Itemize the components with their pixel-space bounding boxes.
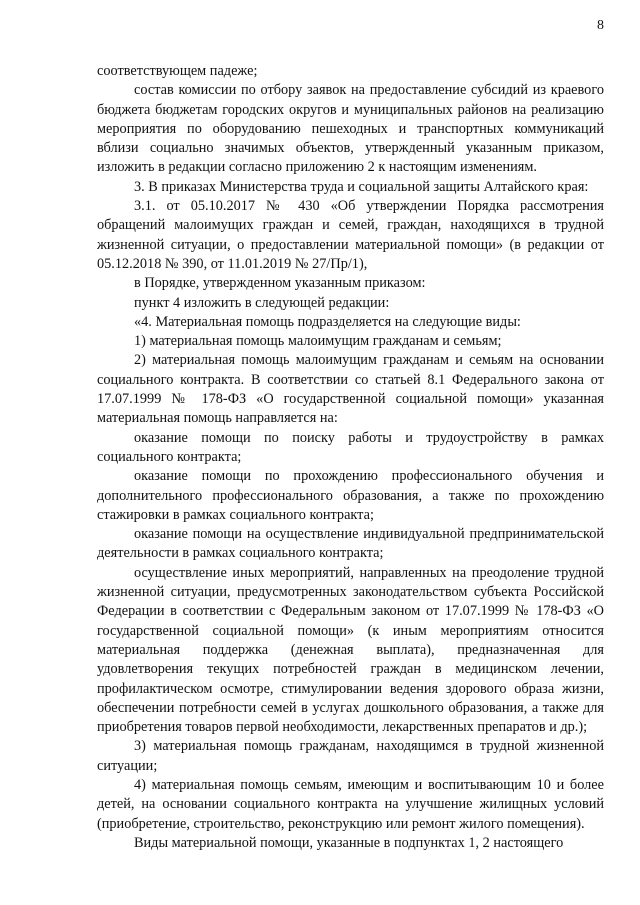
paragraph-text: пункт 4 изложить в следующей редакции: — [134, 294, 390, 311]
paragraph-text: оказание помощи по поиску работы и трудоустройству в рамках социального контракта; — [97, 429, 604, 465]
paragraph-text: «4. Материальная помощь подразделяется на следующие виды: — [134, 313, 521, 330]
paragraph-text: состав комиссии по отбору заявок на предоставление субсидий из краевого бюджета бюджетам городских округов и муниципальных районов на реализацию мероприятия по оборудованию пешеходных и транспортных коммуникаций вблизи социально значимых объектов, утвержденный указанным приказом, изложить в редакции согласно приложению 2 к настоящим изменениям. — [97, 82, 604, 176]
document-body — [97, 62, 604, 853]
paragraph-text: 2) материальная помощь малоимущим гражданам и семьям на основании социального контракта. В соответствии со статьей 8.1 Федерального закона от 17.07.1999 № 178-ФЗ «О государственной социальной помощи» указанная материальная помощь направляется на: — [97, 352, 604, 427]
paragraph-text: 3) материальная помощь гражданам, находящимся в трудной жизненной ситуации; — [97, 738, 604, 774]
paragraph-text: оказание помощи на осуществление индивидуальной предпринимательской деятельности в рамках социального контракта; — [97, 526, 604, 562]
paragraph-text: Виды материальной помощи, указанные в подпунктах 1, 2 настоящего — [134, 834, 564, 851]
paragraph-text: в Порядке, утвержденном указанным приказом: — [134, 275, 426, 292]
paragraph-text: осуществление иных мероприятий, направленных на преодоление трудной жизненной ситуации, предусмотренных законодательством субъекта Российской Федерации в соответствии с Федеральным законом от 17.07.1999 № 178-ФЗ «О государственной социальной помощи» (к иным мероприятиям относится материальная поддержка (денежная выплата), предназначенная для удовлетворения текущих потребностей граждан в медицинском лечении, профилактическом осмотре, стимулировании ведения здорового образа жизни, обеспечении потребности семей в услугах дошкольного образования, а также для приобретения товаров первой необходимости, лекарственных препаратов и др.); — [97, 564, 604, 736]
paragraph-text: 3. В приказах Министерства труда и социальной защиты Алтайского края: — [134, 178, 589, 195]
paragraph-text: 1) материальная помощь малоимущим гражданам и семьям; — [134, 333, 502, 350]
paragraph-text: 4) материальная помощь семьям, имеющим и воспитывающим 10 и более детей, на основании социального контракта на улучшение жилищных условий (приобретение, строительство, реконструкцию или ремонт жилого помещения). — [97, 776, 604, 832]
paragraph-text: соответствующем падеже; — [97, 63, 258, 79]
paragraph-text: 3.1. от 05.10.2017 № 430 «Об утверждении Порядка рассмотрения обращений малоимущих граждан и семей, граждан, находящихся в трудной жизненной ситуации, о предоставлении материальной помощи» (в редакции от 05.12.2018 № 390, от 11.01.2019 № 27/Пр/1), — [97, 198, 604, 272]
paragraph-text: оказание помощи по прохождению профессионального обучения и дополнительного профессионального образования, а также по прохождению стажировки в рамках социального контракта; — [97, 468, 604, 523]
page-number: 8 — [597, 18, 604, 33]
